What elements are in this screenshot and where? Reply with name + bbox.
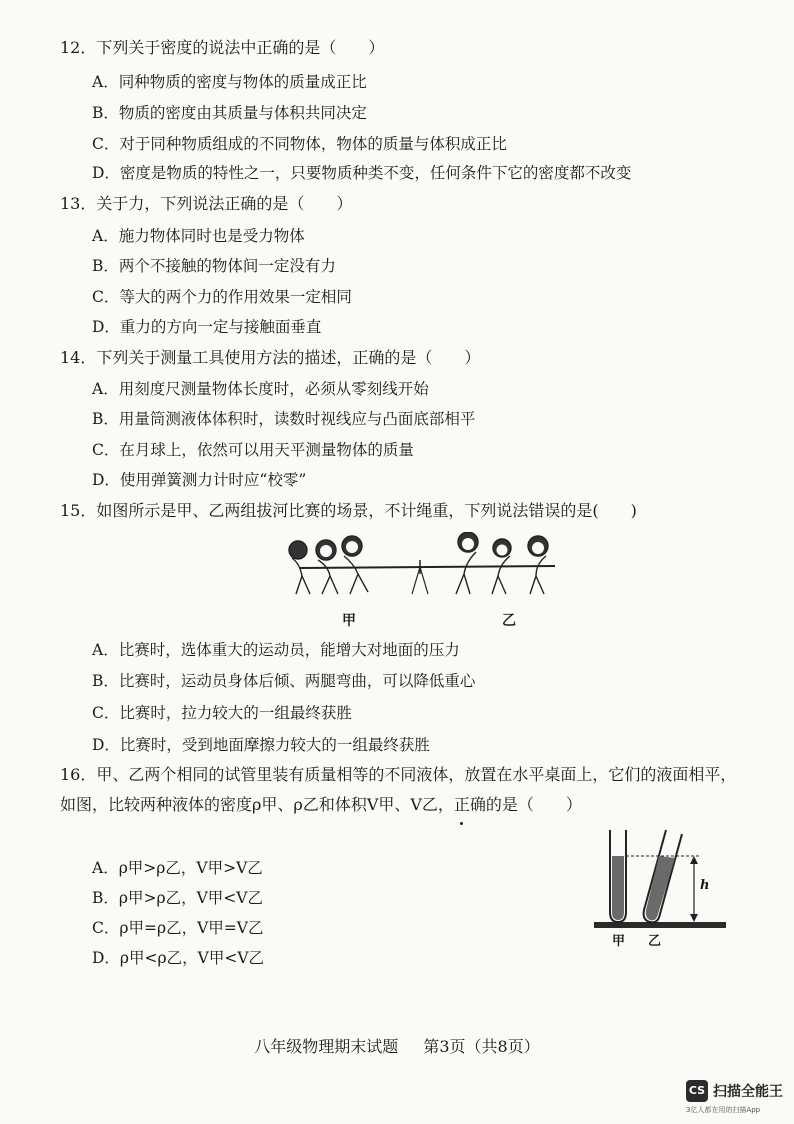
q15-option-a: A．比赛时，选体重大的运动员，能增大对地面的压力 bbox=[92, 641, 460, 659]
q12-option-c: C．对于同种物质组成的不同物体，物体的质量与体积成正比 bbox=[92, 135, 507, 153]
q15-option-c: C．比赛时，拉力较大的一组最终获胜 bbox=[92, 704, 352, 722]
page-footer bbox=[0, 1034, 794, 1057]
stray-mark bbox=[460, 822, 463, 825]
q12-stem: 12．下列关于密度的说法中正确的是（ ） bbox=[60, 38, 385, 57]
q15-option-b: B．比赛时，运动员身体后倾、两腿弯曲，可以降低重心 bbox=[92, 672, 476, 690]
q14-option-b: B．用量筒测液体体积时，读数时视线应与凸面底部相平 bbox=[92, 410, 476, 428]
q16-stem: 16．甲、乙两个相同的试管里装有质量相等的不同液体，放置在水平桌面上，它们的液面相平，如图，比较两种液体的密度ρ甲、ρ乙和体积V甲、V乙，正确的是（ ） bbox=[60, 765, 737, 814]
test-tubes-figure bbox=[592, 826, 728, 949]
q15-option-d: D．比赛时，受到地面摩擦力较大的一组最终获胜 bbox=[92, 736, 430, 754]
q13-option-b: B．两个不接触的物体间一定没有力 bbox=[92, 257, 336, 275]
table-surface bbox=[594, 922, 726, 928]
scanner-tagline: 3亿人都在用的扫描App bbox=[686, 1106, 761, 1114]
rope bbox=[300, 566, 555, 568]
q14-option-a: A．用刻度尺测量物体长度时，必须从零刻线开始 bbox=[92, 380, 429, 398]
tube-yi bbox=[644, 830, 682, 922]
q12-option-b: B．物质的密度由其质量与体积共同决定 bbox=[92, 104, 367, 122]
q13-stem: 13．关于力，下列说法正确的是（ ） bbox=[60, 194, 353, 213]
scanner-app-name: 扫描全能王 bbox=[713, 1084, 783, 1100]
q15-stem: 15．如图所示是甲、乙两组拔河比赛的场景，不计绳重，下列说法错误的是( ) bbox=[60, 501, 637, 520]
q12-option-d: D．密度是物质的特性之一，只要物质种类不变，任何条件下它的密度都不改变 bbox=[92, 164, 632, 182]
team-jia-figures bbox=[289, 536, 368, 594]
tube-label-yi: 乙 bbox=[648, 934, 662, 949]
scanner-watermark bbox=[686, 1080, 786, 1120]
q13-option-d: D．重力的方向一定与接触面垂直 bbox=[92, 318, 322, 336]
footer-page: 第3页（共8页） bbox=[423, 1037, 540, 1056]
q13-option-a: A．施力物体同时也是受力物体 bbox=[92, 227, 305, 245]
figure-label-yi: 乙 bbox=[502, 613, 516, 629]
team-yi-figures bbox=[456, 532, 548, 594]
tug-of-war-figure bbox=[280, 532, 570, 632]
q14-option-d: D．使用弹簧测力计时应“校零” bbox=[92, 471, 307, 489]
footer-title: 八年级物理期末试题 bbox=[254, 1037, 399, 1056]
q12-option-a: A．同种物质的密度与物体的质量成正比 bbox=[92, 73, 367, 91]
figure-label-jia: 甲 bbox=[342, 613, 356, 629]
scanner-logo-icon: CS bbox=[686, 1080, 708, 1102]
tug-of-war-drawing bbox=[280, 532, 570, 612]
q16-option-d: D．ρ甲<ρ乙，V甲<V乙 bbox=[92, 949, 265, 967]
q16-option-b: B．ρ甲>ρ乙，V甲<V乙 bbox=[92, 889, 263, 907]
q13-option-c: C．等大的两个力的作用效果一定相同 bbox=[92, 288, 352, 306]
q16-option-c: C．ρ甲=ρ乙，V甲=V乙 bbox=[92, 919, 264, 937]
q14-stem: 14．下列关于测量工具使用方法的描述，正确的是（ ） bbox=[60, 348, 481, 367]
q14-option-c: C．在月球上，依然可以用天平测量物体的质量 bbox=[92, 441, 414, 459]
q16-option-a: A．ρ甲>ρ乙，V甲>V乙 bbox=[92, 859, 263, 877]
figure-label-h: h bbox=[700, 878, 710, 893]
tube-label-jia: 甲 bbox=[612, 934, 626, 949]
tube-jia bbox=[610, 830, 626, 922]
